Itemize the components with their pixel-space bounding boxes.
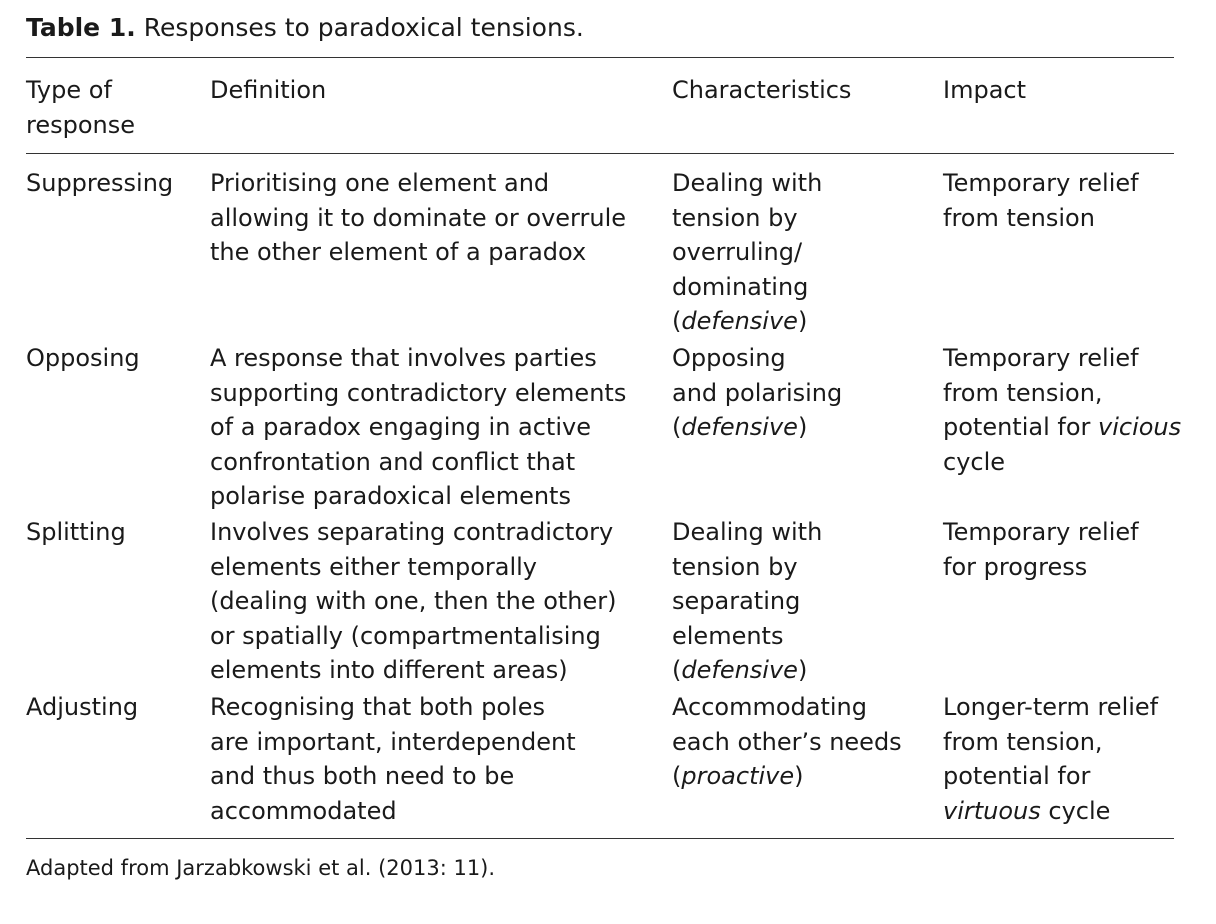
row-adjusting-impact: Longer-term relief from tension, potential for virtuous cycle xyxy=(943,693,1159,825)
header-definition: Definition xyxy=(210,76,327,104)
header-impact: Impact xyxy=(943,76,1027,104)
row-suppressing-characteristics: Dealing with tension by overruling/ dominating (defensive) xyxy=(672,169,823,335)
table-caption xyxy=(26,13,584,42)
header-characteristics: Characteristics xyxy=(672,76,852,104)
table-number: Table 1. xyxy=(26,13,136,42)
header-type-of-response: Type of response xyxy=(26,76,136,139)
row-suppressing-type: Suppressing xyxy=(26,169,174,197)
row-suppressing-definition: Prioritising one element and allowing it to dominate or overrule the other element of a paradox xyxy=(210,169,627,266)
bottom-rule xyxy=(26,838,1174,839)
row-splitting-definition: Involves separating contradictory elements either temporally (dealing with one, then the other) or spatially (compartmentalising elements into different areas) xyxy=(210,518,617,684)
row-adjusting-definition: Recognising that both poles are important, interdependent and thus both need to be accommodated xyxy=(210,693,576,825)
row-splitting-type: Splitting xyxy=(26,518,126,546)
table-title: Responses to paradoxical tensions. xyxy=(143,13,584,42)
header-rule xyxy=(26,153,1174,154)
row-adjusting-characteristics: Accommodating each other’s needs (proactive) xyxy=(672,693,902,790)
top-rule xyxy=(26,57,1174,58)
row-splitting-characteristics: Dealing with tension by separating elements (defensive) xyxy=(672,518,823,684)
row-opposing-definition: A response that involves parties supporting contradictory elements of a paradox engaging in active confrontation and conflict that polarise paradoxical elements xyxy=(210,344,627,510)
row-adjusting-type: Adjusting xyxy=(26,693,139,721)
row-suppressing-impact: Temporary relief from tension xyxy=(943,169,1139,232)
row-opposing-impact: Temporary relief from tension, potential for vicious cycle xyxy=(943,344,1182,476)
row-opposing-characteristics: Opposing and polarising (defensive) xyxy=(672,344,843,441)
table-source-note: Adapted from Jarzabkowski et al. (2013: 11). xyxy=(26,856,496,880)
row-opposing-type: Opposing xyxy=(26,344,140,372)
row-splitting-impact: Temporary relief for progress xyxy=(943,518,1139,581)
